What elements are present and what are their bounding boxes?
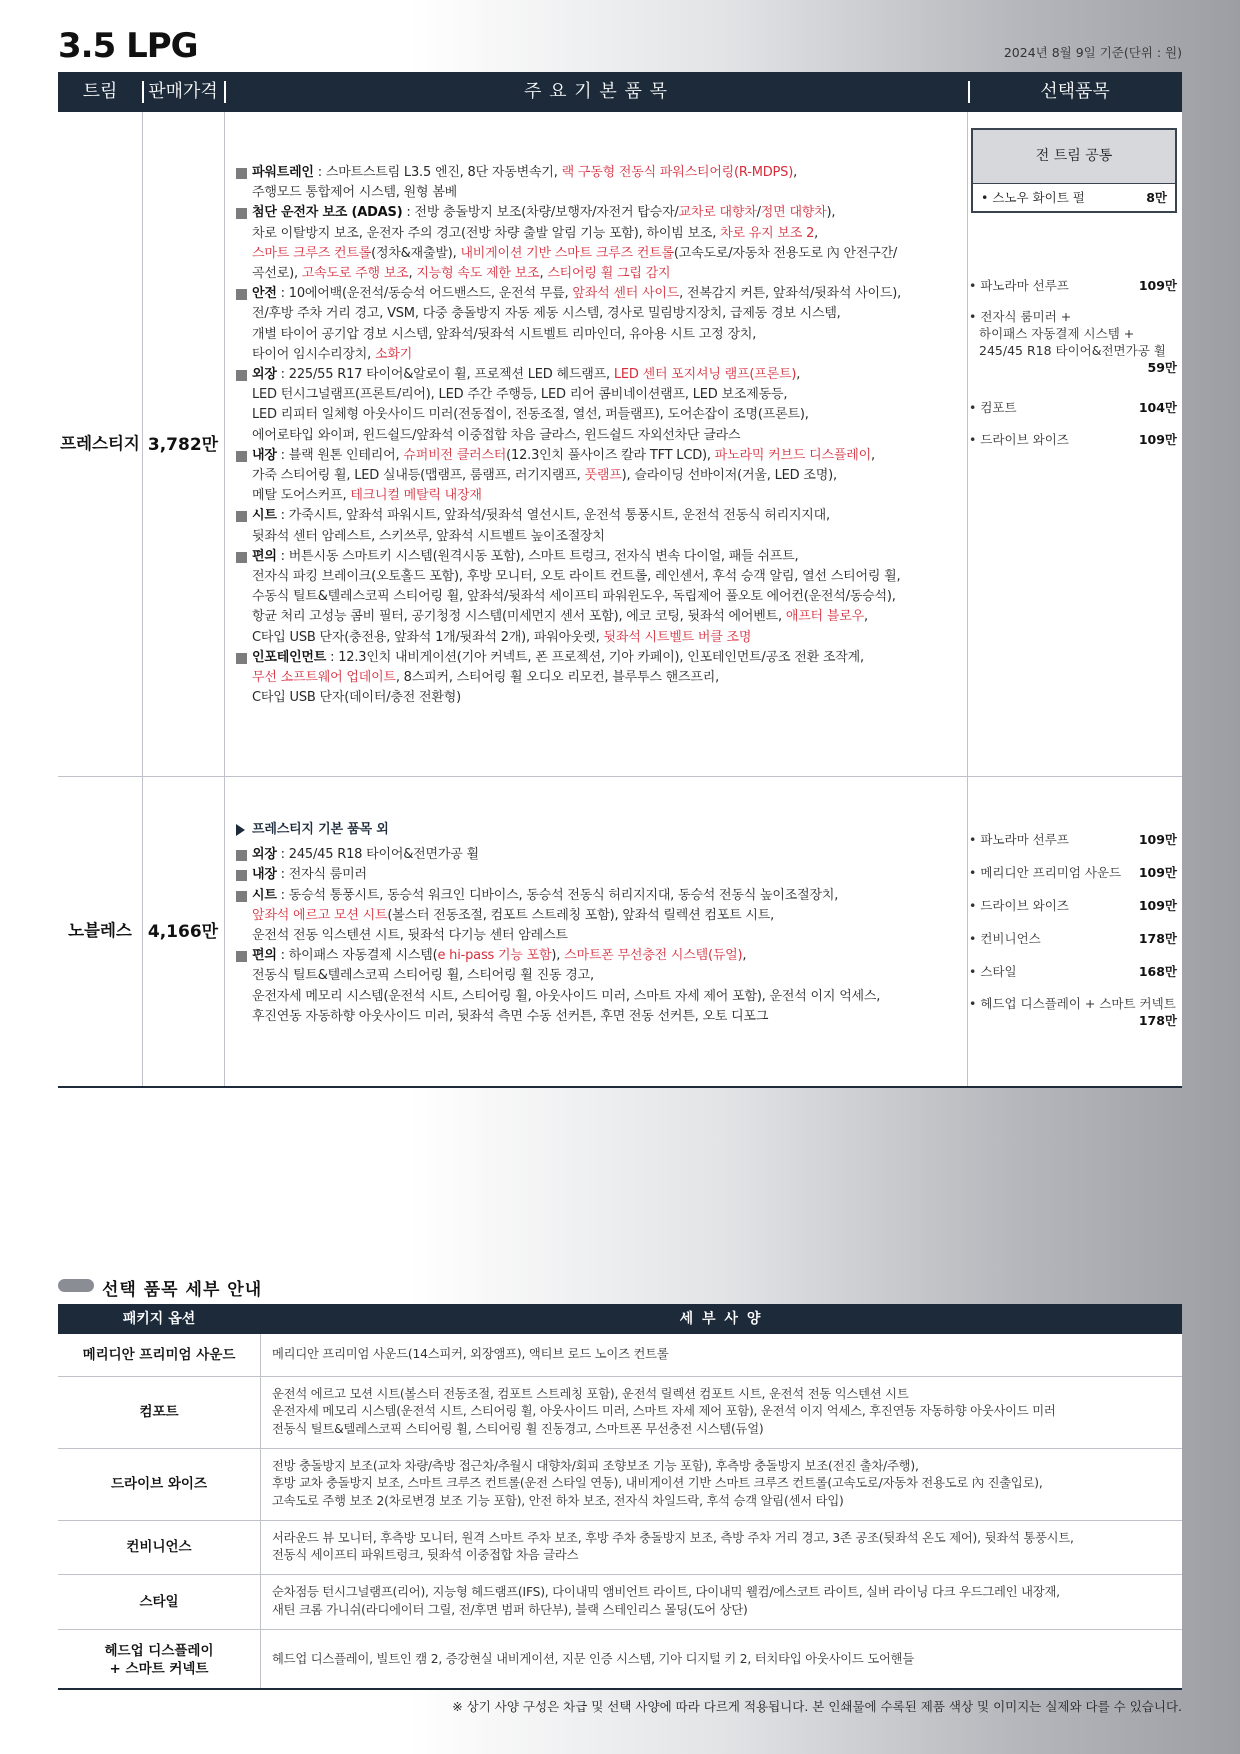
row-divider — [58, 1448, 1182, 1449]
col-price: 판매가격 — [148, 81, 218, 102]
col-package: 패키지 옵션 — [122, 1311, 196, 1327]
option-item: • 메리디안 프리미엄 사운드 109만 — [969, 865, 1177, 880]
common-option-header: 전 트림 공통 — [973, 130, 1175, 184]
footnote: ※ 상기 사양 구성은 차급 및 선택 사양에 따라 다르게 적용됩니다. 본 인쇄물에 수록된 제품 색상 및 이미지는 실제와 다를 수 있습니다. — [452, 1699, 1182, 1714]
package-name: 컴포트 — [139, 1404, 179, 1420]
feature-item: 시트 : 가죽시트, 앞좌석 파워시트, 앞좌석/뒷좌석 열선시트, 운전석 통풍시트, 운전석 전동식 허리지지대, 뒷좌석 센터 암레스트, 스키쓰루, 앞좌석 시트벨트 높이조절장치 — [236, 506, 956, 546]
square-bullet-icon — [236, 891, 247, 902]
row-divider — [58, 776, 1182, 777]
square-bullet-icon — [236, 951, 247, 962]
option-item: • 컨비니언스 178만 — [969, 931, 1177, 946]
col-features: 주 요 기 본 품 목 — [524, 81, 668, 102]
common-option-price: 8만 — [1146, 190, 1167, 205]
package-name: 메리디안 프리미엄 사운드 — [82, 1347, 236, 1363]
option-item: • 드라이브 와이즈 109만 — [969, 898, 1177, 913]
feature-item: 시트 : 동승석 통풍시트, 동승석 워크인 디바이스, 동승석 전동식 허리지지대, 동승석 전동식 높이조절장치, 앞좌석 에르고 모션 시트(볼스터 전동조절, 컴포트 스트레칭 포함), 앞좌석 릴렉션 컴포트 시트, 운전석 전동 익스텐션 시트, 뒷좌석 다기능 센터 암레스트 — [236, 886, 956, 947]
feature-item: 첨단 운전자 보조 (ADAS) : 전방 충돌방지 보조(차량/보행자/자전거 탑승자/교차로 대향차/정면 대향차), 차로 이탈방지 보조, 운전자 주의 경고(전방 차량 출발 알림 기능 포함), 하이빔 보조, 차로 유지 보조 2, 스마트 크루즈 컨트롤(정차&재출발), 내비게이션 기반 스마트 크루즈 컨트롤(고속도로/자동차 전용도로 內 안전구간/ 곡선로), 고속도로 주행 보조, 지능형 속도 제한 보조, 스티어링 휠 그립 감지 — [236, 203, 956, 284]
square-bullet-icon — [236, 552, 247, 563]
table-bottom-rule — [58, 1086, 1182, 1088]
trim-table — [58, 72, 1182, 1088]
square-bullet-icon — [236, 370, 247, 381]
package-name: 드라이브 와이즈 — [111, 1476, 207, 1492]
package-detail: 헤드업 디스플레이, 빌트인 캠 2, 증강현실 내비게이션, 지문 인증 시스템, 기아 디지털 키 2, 터치타입 아웃사이드 도어핸들 — [272, 1651, 915, 1666]
triangle-bullet-icon — [236, 824, 245, 836]
package-detail: 순차점등 턴시그널램프(리어), 지능형 헤드램프(IFS), 다이내믹 앰비언트 라이트, 다이내믹 웰컴/에스코트 라이트, 실버 라이닝 다크 우드그레인 내장재, 새틴 크롬 가니쉬(라디에이터 그릴, 전/후면 범퍼 하단부), 블랙 스테인리스 몰딩(도어 상단) — [272, 1585, 1060, 1617]
package-detail: 서라운드 뷰 모니터, 후측방 모니터, 원격 스마트 주차 보조, 후방 주차 충돌방지 보조, 측방 주차 거리 경고, 3존 공조(뒷좌석 온도 제어), 뒷좌석 통풍시트, 전동식 세이프티 파워트렁크, 뒷좌석 이중접합 차음 글라스 — [272, 1530, 1074, 1562]
price-noblesse: 4,166만 — [147, 922, 219, 942]
option-item: • 전자식 룸미러 + 하이패스 자동결제 시스템 + 245/45 R18 타이어&전면가공 휠 59만 — [969, 309, 1177, 375]
col-trim: 트림 — [82, 81, 118, 102]
square-bullet-icon — [236, 511, 247, 522]
feature-item: 파워트레인 : 스마트스트림 L3.5 엔진, 8단 자동변속기, 랙 구동형 전동식 파워스티어링(R-MDPS), 주행모드 통합제어 시스템, 원형 봄베 — [236, 163, 956, 203]
feature-item: 외장 : 225/55 R17 타이어&알로이 휠, 프로젝션 LED 헤드램프, LED 센터 포지셔닝 램프(프론트), LED 턴시그널램프(프론트/리어), LED 주간 주행등, LED 리어 콤비네이션램프, LED 보조제동등, LED 리피터 일체형 아웃사이드 미러(전동접이, 전동조절, 열선, 퍼들램프), 도어손잡이 조명(프론트), 에어로타입 와이퍼, 윈드쉴드/앞좌석 이중접합 차음 글라스, 윈드쉴드 자외선차단 글라스 — [236, 365, 956, 446]
feature-item: 내장 : 전자식 룸미러 — [236, 865, 956, 885]
price-prestige: 3,782만 — [147, 435, 219, 455]
package-table — [58, 1304, 1182, 1690]
section-marker — [58, 1279, 94, 1292]
col-options: 선택품목 — [1040, 81, 1110, 102]
trim-table-header — [58, 72, 1182, 112]
package-detail: 메리디안 프리미엄 사운드(14스피커, 외장앰프), 액티브 로드 노이즈 컨트롤 — [272, 1347, 669, 1362]
col-detail: 세 부 사 양 — [679, 1311, 763, 1327]
common-option-name: • 스노우 화이트 펄 — [981, 190, 1085, 205]
trim-name-noblesse: 노블레스 — [68, 921, 132, 940]
square-bullet-icon — [236, 451, 247, 462]
noblesse-feature-list — [236, 820, 956, 1027]
row-divider — [58, 1629, 1182, 1630]
option-item: • 드라이브 와이즈 109만 — [969, 432, 1177, 447]
column-divider — [967, 112, 968, 1088]
option-item: • 스타일 168만 — [969, 964, 1177, 979]
package-detail: 전방 충돌방지 보조(교차 차량/측방 접근차/추월시 대향차/회피 조향보조 기능 포함), 후측방 충돌방지 보조(전진 출차/주행), 후방 교차 충돌방지 보조, 스마트 크루즈 컨트롤(운전 스타일 연동), 내비게이션 기반 스마트 크루즈 컨트롤(고속도로/자동차 전용도로 內 진출입로), 고속도로 주행 보조 2(차로변경 보조 기능 포함), 안전 하차 보조, 전자식 차일드락, 후석 승객 알림(센서 타입) — [272, 1458, 1043, 1508]
page-title: 3.5 LPG — [58, 26, 198, 66]
square-bullet-icon — [236, 208, 247, 219]
option-item: • 컴포트 104만 — [969, 400, 1177, 415]
feature-item: 외장 : 245/45 R18 타이어&전면가공 휠 — [236, 845, 956, 865]
feature-item: 안전 : 10에어백(운전석/동승석 어드밴스드, 운전석 무릎, 앞좌석 센터 사이드, 전복감지 커튼, 앞좌석/뒷좌석 사이드), 전/후방 주차 거리 경고, VSM, 다중 충돌방지 자동 제동 시스템, 경사로 밀림방지장치, 급제동 경보 시스템, 개별 타이어 공기압 경보 시스템, 앞좌석/뒷좌석 시트벨트 리마인더, 유아용 시트 고정 장치, 타이어 임시수리장치, 소화기 — [236, 284, 956, 365]
square-bullet-icon — [236, 653, 247, 664]
feature-item: 인포테인먼트 : 12.3인치 내비게이션(기아 커넥트, 폰 프로젝션, 기아 카페이), 인포테인먼트/공조 전환 조작계, 무선 소프트웨어 업데이트, 8스피커, 스티어링 휠 오디오 리모컨, 블루투스 핸즈프리, C타입 USB 단자(데이터/충전 전환형) — [236, 648, 956, 709]
trim-name-prestige: 프레스티지 — [60, 434, 140, 453]
package-detail: 운전석 에르고 모션 시트(볼스터 전동조절, 컴포트 스트레칭 포함), 운전석 릴렉션 컴포트 시트, 운전석 전동 익스텐션 시트 운전자세 메모리 시스템(운전석 시트, 스티어링 휠, 아웃사이드 미러, 스마트 자세 제어 포함), 운전석 이지 억세스, 후진연동 자동하향 아웃사이드 미러 전동식 틸트&텔레스코픽 스티어링 휠, 스티어링 휠 진동경고, 스마트폰 무선충전 시스템(듀얼) — [272, 1386, 1056, 1436]
square-bullet-icon — [236, 289, 247, 300]
feature-item: 내장 : 블랙 원톤 인테리어, 슈퍼비전 클러스터(12.3인치 풀사이즈 칼라 TFT LCD), 파노라믹 커브드 디스플레이, 가죽 스티어링 휠, LED 실내등(맵램프, 룸램프, 러기지램프, 풋램프), 슬라이딩 선바이저(거울, LED 조명), 메탈 도어스커프, 테크니컬 메탈릭 내장재 — [236, 446, 956, 507]
row-divider — [58, 1574, 1182, 1575]
prestige-feature-list — [236, 163, 956, 708]
feature-lead: 프레스티지 기본 품목 외 — [236, 820, 956, 840]
square-bullet-icon — [236, 850, 247, 861]
package-table-header — [58, 1304, 1182, 1334]
package-name: 헤드업 디스플레이 + 스마트 커넥트 — [104, 1642, 214, 1677]
table-bottom-rule — [58, 1688, 1182, 1690]
option-item: • 헤드업 디스플레이 + 스마트 커넥트 178만 — [969, 996, 1177, 1028]
square-bullet-icon — [236, 168, 247, 179]
square-bullet-icon — [236, 870, 247, 881]
column-divider — [224, 112, 225, 1088]
row-divider — [58, 1376, 1182, 1377]
package-name: 스타일 — [139, 1593, 179, 1610]
package-name: 컨비니언스 — [126, 1539, 192, 1555]
option-item: • 파노라마 선루프 109만 — [969, 278, 1177, 293]
option-item: • 파노라마 선루프 109만 — [969, 832, 1177, 847]
feature-item: 편의 : 버튼시동 스마트키 시스템(원격시동 포함), 스마트 트렁크, 전자식 변속 다이얼, 패들 쉬프트, 전자식 파킹 브레이크(오토홀드 포함), 후방 모니터, 오토 라이트 컨트롤, 레인센서, 후석 승객 알림, 열선 스티어링 휠, 수동식 틸트&텔레스코픽 스티어링 휠, 앞좌석/뒷좌석 세이프티 파워윈도우, 독립제어 풀오토 에어컨(운전석/동승석), 항균 처리 고성능 콤비 필터, 공기청정 시스템(미세먼지 센서 포함), 에코 코팅, 뒷좌석 에어벤트, 애프터 블로우, C타입 USB 단자(충전용, 앞좌석 1개/뒷좌석 2개), 파워아웃렛, 뒷좌석 시트벨트 버클 조명 — [236, 547, 956, 648]
column-divider — [260, 1334, 261, 1690]
date-note: 2024년 8월 9일 기준(단위 : 원) — [1003, 45, 1182, 60]
row-divider — [58, 1520, 1182, 1521]
feature-item: 편의 : 하이패스 자동결제 시스템(e hi-pass 기능 포함), 스마트폰 무선충전 시스템(듀얼), 전동식 틸트&텔레스코픽 스티어링 휠, 스티어링 휠 진동 경고, 운전자세 메모리 시스템(운전석 시트, 스티어링 휠, 아웃사이드 미러, 스마트 자세 제어 포함), 운전석 이지 억세스, 후진연동 자동하향 아웃사이드 미러, 뒷좌석 측면 수동 선커튼, 후면 전동 선커튼, 오토 디포그 — [236, 946, 956, 1027]
common-option-box — [971, 128, 1177, 213]
